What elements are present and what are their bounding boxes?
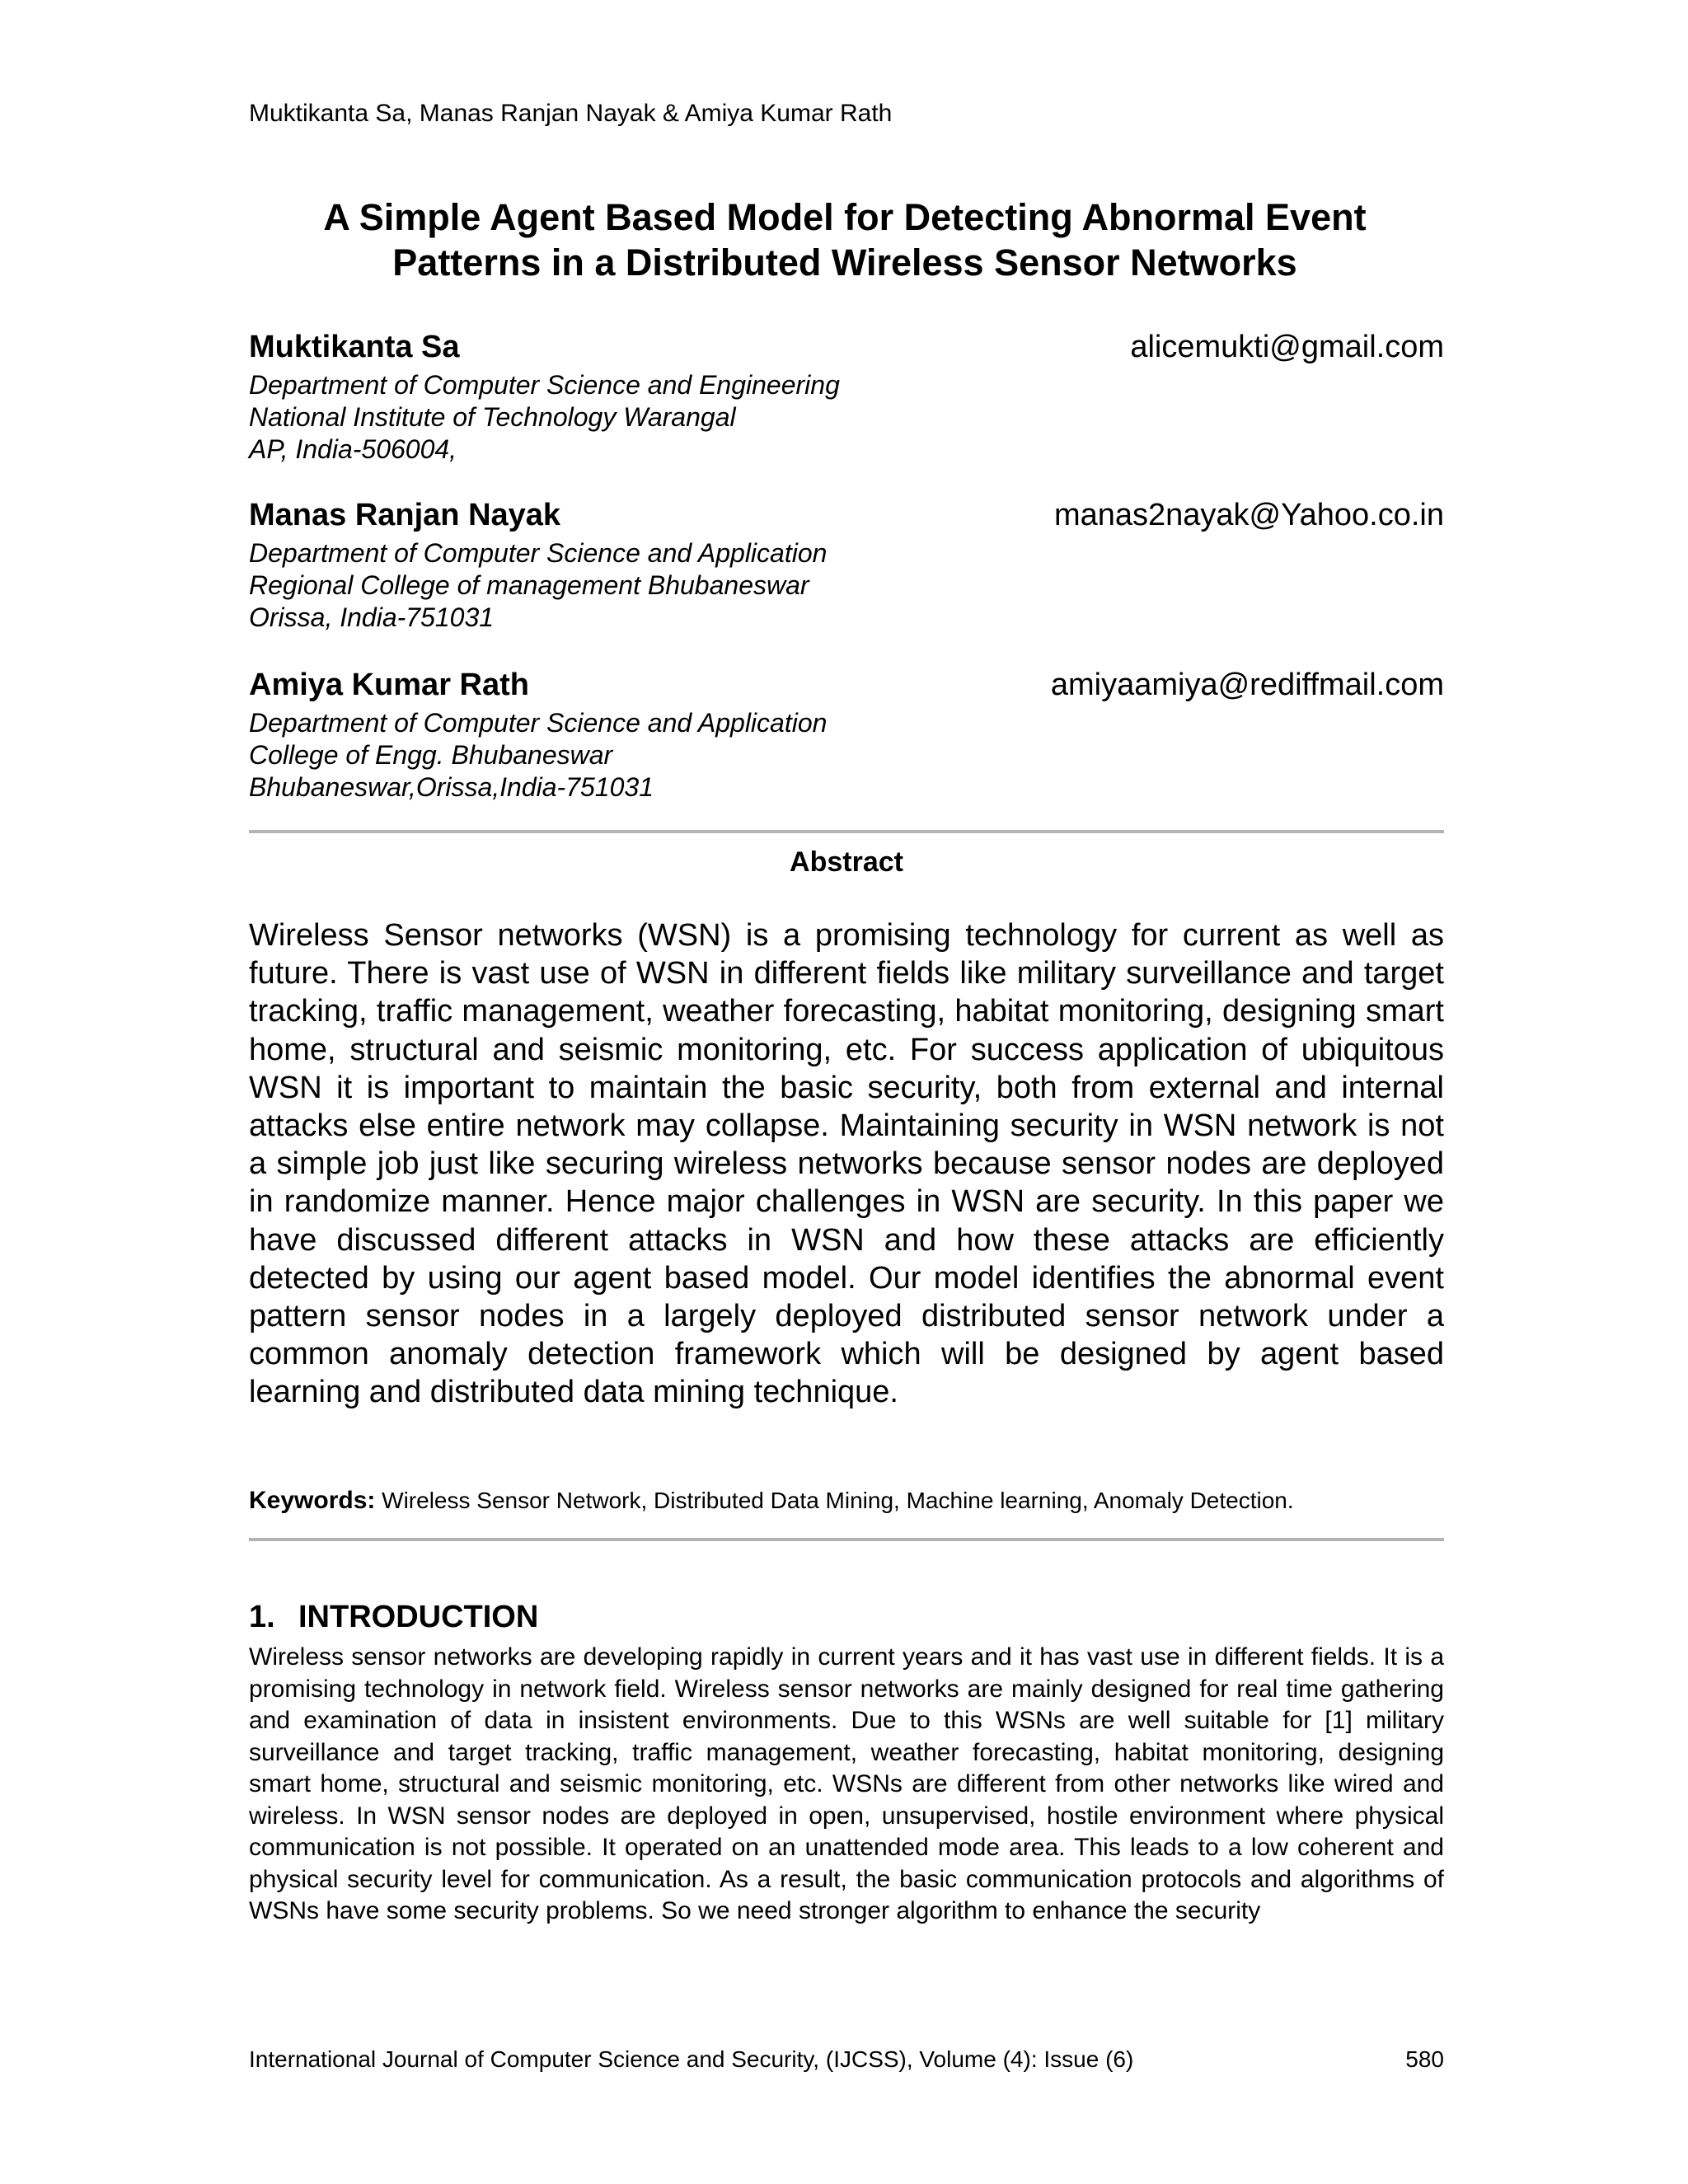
keywords-text: Wireless Sensor Network, Distributed Data Mining, Machine learning, Anomaly Detection. — [382, 1488, 1294, 1513]
author-email: manas2nayak@Yahoo.co.in — [1053, 498, 1444, 532]
journal-citation: International Journal of Computer Science and Security, (IJCSS), Volume (4): Issue (6) — [249, 2046, 1134, 2072]
running-head: Muktikanta Sa, Manas Ranjan Nayak & Amiya Kumar Rath — [249, 100, 893, 127]
author-block-1 — [249, 326, 1444, 466]
section-number: 1. — [249, 1600, 275, 1634]
paper-title — [214, 194, 1475, 285]
keywords-label: Keywords: — [249, 1487, 376, 1514]
author-affiliation-line: College of Engg. Bhubaneswar — [249, 740, 613, 770]
author-affiliation-line: Regional College of management Bhubaneswar — [249, 570, 809, 600]
title-line-2: Patterns in a Distributed Wireless Sensor Networks — [392, 241, 1297, 284]
author-block-2 — [249, 494, 1444, 634]
author-affiliation-line: Department of Computer Science and Application — [249, 538, 828, 568]
page-number: 580 — [1405, 2046, 1444, 2072]
abstract-heading: Abstract — [790, 846, 903, 878]
divider-top — [249, 830, 1444, 833]
author-affiliation-line: Bhubaneswar,Orissa,India-751031 — [249, 772, 654, 802]
author-name: Muktikanta Sa — [249, 330, 460, 364]
keywords — [249, 1485, 1444, 1516]
author-name: Amiya Kumar Rath — [249, 668, 529, 702]
section-heading — [249, 1597, 538, 1637]
author-email: amiyaamiya@rediffmail.com — [1050, 668, 1444, 702]
author-affiliation-line: Department of Computer Science and Engineering — [249, 370, 840, 400]
author-affiliation-line: Orissa, India-751031 — [249, 602, 495, 632]
author-email: alicemukti@gmail.com — [1130, 330, 1444, 364]
page-footer — [249, 2044, 1444, 2075]
introduction-text: Wireless sensor networks are developing rapidly in current years and it has vast use in different fields. It is a promising technology in network field. Wireless sensor networks are mainly designed for real time gathering and examination of data in insistent environments. Due to this WSNs are well suitable for [1] military surveillance and target tracking, traffic management, weather forecasting, habitat monitoring, designing smart home, structural and seismic monitoring, etc. WSNs are different from other networks like wired and wireless. In WSN sensor nodes are deployed in open, unsupervised, hostile environment where physical communication is not possible. It operated on an unattended mode area. This leads to a low coherent and physical security level for communication. As a result, the basic communication protocols and algorithms of WSNs have some security problems. So we need stronger algorithm to enhance the security — [249, 1643, 1444, 1924]
author-name: Manas Ranjan Nayak — [249, 498, 561, 532]
abstract-text: Wireless Sensor networks (WSN) is a promising technology for current as well as future. There is vast use of WSN in different fields like military surveillance and target tracking, traffic management, weather forecasting, habitat monitoring, designing smart home, structural and seismic monitoring, etc. For success application of ubiquitous WSN it is important to maintain the basic security, both from external and internal attacks else entire network may collapse. Maintaining security in WSN network is not a simple job just like securing wireless networks because sensor nodes are deployed in randomize manner. Hence major challenges in WSN are security. In this paper we have discussed different attacks in WSN and how these attacks are efficiently detected by using our agent based model. Our model identifies the abnormal event pattern sensor nodes in a largely deployed distributed sensor network under a common anomaly detection framework which will be designed by agent based learning and distributed data mining technique. — [249, 918, 1444, 1410]
author-block-3 — [249, 664, 1444, 804]
divider-bottom — [249, 1538, 1444, 1541]
author-affiliation-line: National Institute of Technology Warangal — [249, 402, 736, 432]
author-affiliation-line: Department of Computer Science and Application — [249, 708, 828, 738]
title-line-1: A Simple Agent Based Model for Detecting Abnormal Event — [323, 196, 1367, 238]
section-title: INTRODUCTION — [298, 1600, 539, 1634]
author-affiliation-line: AP, India-506004, — [249, 434, 457, 464]
